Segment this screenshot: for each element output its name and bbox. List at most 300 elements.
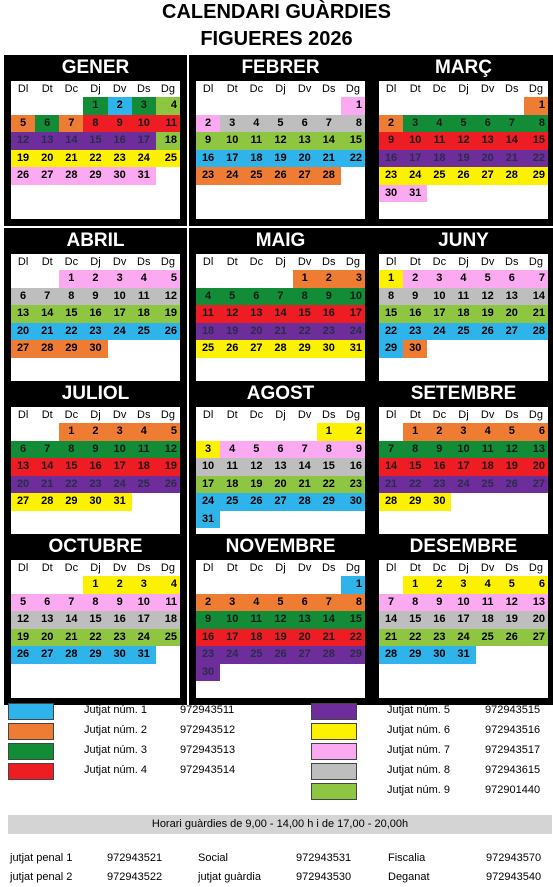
day-cell: 29 bbox=[293, 340, 317, 358]
day-cell: 30 bbox=[379, 185, 403, 203]
day-cell: 19 bbox=[11, 629, 35, 647]
weekday-label: Dl bbox=[202, 83, 214, 95]
day-cell: 10 bbox=[341, 288, 365, 306]
day-cell: 3 bbox=[132, 576, 156, 594]
legend-phone: 972943513 bbox=[180, 744, 236, 756]
empty-cell bbox=[35, 423, 59, 441]
day-cell: 8 bbox=[341, 115, 365, 133]
day-cell: 14 bbox=[524, 288, 548, 306]
day-cell: 29 bbox=[403, 493, 427, 511]
legend-swatch bbox=[8, 763, 54, 780]
day-cell: 28 bbox=[379, 493, 403, 511]
month-novembre bbox=[189, 534, 372, 705]
day-cell: 10 bbox=[108, 441, 132, 459]
day-cell: 14 bbox=[317, 132, 341, 150]
day-cell: 27 bbox=[476, 167, 500, 185]
month-name: ABRIL bbox=[4, 228, 187, 254]
day-cell: 8 bbox=[403, 594, 427, 612]
day-cell: 17 bbox=[451, 458, 475, 476]
weekday-label: Dc bbox=[64, 409, 79, 421]
empty-cell bbox=[196, 423, 220, 441]
day-cell: 8 bbox=[83, 594, 107, 612]
day-cell: 29 bbox=[83, 646, 107, 664]
day-cell: 1 bbox=[293, 270, 317, 288]
day-cell: 25 bbox=[132, 476, 156, 494]
weekday-label: Dv bbox=[480, 409, 495, 421]
month-desembre bbox=[372, 534, 553, 705]
day-cell: 23 bbox=[341, 476, 365, 494]
weekday-label: Dc bbox=[64, 562, 79, 574]
day-cell: 12 bbox=[476, 288, 500, 306]
weekday-label: Dc bbox=[432, 83, 447, 95]
weekday-header bbox=[196, 254, 365, 270]
weekday-label: Dv bbox=[112, 83, 127, 95]
empty-cell bbox=[427, 97, 451, 115]
day-cell: 18 bbox=[156, 611, 180, 629]
legend-phone: 972943511 bbox=[180, 704, 235, 716]
empty-cell bbox=[59, 576, 83, 594]
day-cell: 16 bbox=[341, 458, 365, 476]
day-cell: 2 bbox=[403, 270, 427, 288]
day-cell: 13 bbox=[11, 458, 35, 476]
day-cell: 7 bbox=[59, 115, 83, 133]
day-cell: 18 bbox=[132, 305, 156, 323]
day-cell: 11 bbox=[220, 458, 244, 476]
weekday-label: Dl bbox=[202, 256, 214, 268]
weekday-label: Ds bbox=[322, 256, 336, 268]
empty-cell bbox=[11, 270, 35, 288]
day-cell: 17 bbox=[427, 305, 451, 323]
weekday-label: Dt bbox=[409, 409, 421, 421]
day-cell: 26 bbox=[11, 646, 35, 664]
day-cell: 30 bbox=[108, 167, 132, 185]
day-cell: 13 bbox=[524, 441, 548, 459]
day-cell: 12 bbox=[11, 611, 35, 629]
weekday-header bbox=[11, 81, 180, 97]
legend-phone: 972943516 bbox=[485, 724, 541, 736]
day-cell: 8 bbox=[293, 288, 317, 306]
day-cell: 5 bbox=[500, 423, 524, 441]
weekday-label: Dl bbox=[385, 83, 397, 95]
day-cell: 14 bbox=[59, 132, 83, 150]
day-cell: 13 bbox=[500, 288, 524, 306]
day-cell: 28 bbox=[317, 167, 341, 185]
day-cell: 12 bbox=[268, 611, 292, 629]
day-cell: 13 bbox=[35, 611, 59, 629]
day-cell: 2 bbox=[108, 97, 132, 115]
empty-cell bbox=[35, 270, 59, 288]
day-cell: 3 bbox=[108, 270, 132, 288]
day-cell: 17 bbox=[108, 458, 132, 476]
day-cell: 22 bbox=[59, 323, 83, 341]
weekday-label: Ds bbox=[322, 409, 336, 421]
empty-cell bbox=[379, 97, 403, 115]
day-cell: 24 bbox=[196, 493, 220, 511]
day-cell: 21 bbox=[59, 150, 83, 168]
day-cell: 15 bbox=[317, 458, 341, 476]
day-cell: 16 bbox=[83, 458, 107, 476]
legend-phone: 972943515 bbox=[485, 704, 541, 716]
empty-cell bbox=[220, 270, 244, 288]
legend-swatch bbox=[8, 723, 54, 740]
day-cell: 6 bbox=[244, 288, 268, 306]
day-grid bbox=[11, 270, 180, 358]
day-grid bbox=[196, 97, 365, 185]
day-cell: 17 bbox=[196, 476, 220, 494]
day-cell: 16 bbox=[196, 150, 220, 168]
day-cell: 15 bbox=[403, 611, 427, 629]
contact-label: jutjat guàrdia bbox=[198, 871, 261, 883]
day-cell: 30 bbox=[108, 646, 132, 664]
day-cell: 21 bbox=[317, 629, 341, 647]
weekday-label: Dl bbox=[202, 409, 214, 421]
day-cell: 19 bbox=[268, 150, 292, 168]
day-cell: 12 bbox=[156, 441, 180, 459]
empty-cell bbox=[220, 576, 244, 594]
weekday-label: Dj bbox=[458, 256, 469, 268]
weekday-label: Dv bbox=[297, 409, 312, 421]
day-cell: 16 bbox=[83, 305, 107, 323]
month-març bbox=[372, 55, 553, 226]
day-cell: 10 bbox=[427, 288, 451, 306]
weekday-label: Dt bbox=[41, 409, 53, 421]
day-cell: 17 bbox=[132, 611, 156, 629]
day-cell: 10 bbox=[108, 288, 132, 306]
legend-label: Jutjat núm. 5 bbox=[387, 704, 450, 716]
day-cell: 5 bbox=[11, 115, 35, 133]
empty-cell bbox=[220, 423, 244, 441]
weekday-label: Dg bbox=[160, 83, 175, 95]
legend-swatch bbox=[8, 703, 54, 720]
month-abril bbox=[4, 228, 187, 399]
contact-label: Fiscalia bbox=[388, 852, 426, 864]
day-cell: 26 bbox=[500, 629, 524, 647]
empty-cell bbox=[244, 576, 268, 594]
day-cell: 4 bbox=[220, 441, 244, 459]
day-cell: 14 bbox=[59, 611, 83, 629]
day-cell: 13 bbox=[11, 305, 35, 323]
day-cell: 10 bbox=[451, 594, 475, 612]
day-cell: 5 bbox=[156, 270, 180, 288]
day-grid bbox=[196, 270, 365, 358]
day-cell: 27 bbox=[500, 323, 524, 341]
day-cell: 6 bbox=[500, 270, 524, 288]
empty-cell bbox=[293, 576, 317, 594]
legend-label: Jutjat núm. 8 bbox=[387, 764, 450, 776]
day-cell: 7 bbox=[268, 288, 292, 306]
day-cell: 3 bbox=[427, 270, 451, 288]
weekday-label: Dl bbox=[385, 562, 397, 574]
weekday-label: Dv bbox=[112, 256, 127, 268]
weekday-label: Dv bbox=[297, 256, 312, 268]
empty-cell bbox=[451, 97, 475, 115]
day-cell: 7 bbox=[317, 594, 341, 612]
day-cell: 24 bbox=[427, 323, 451, 341]
day-cell: 20 bbox=[268, 476, 292, 494]
day-cell: 23 bbox=[427, 476, 451, 494]
day-cell: 9 bbox=[196, 132, 220, 150]
month-name: JULIOL bbox=[4, 381, 187, 407]
day-cell: 15 bbox=[59, 458, 83, 476]
day-cell: 27 bbox=[524, 476, 548, 494]
day-cell: 22 bbox=[83, 629, 107, 647]
day-cell: 23 bbox=[427, 629, 451, 647]
day-cell: 22 bbox=[293, 323, 317, 341]
day-cell: 1 bbox=[341, 97, 365, 115]
day-cell: 23 bbox=[379, 167, 403, 185]
day-cell: 29 bbox=[403, 646, 427, 664]
day-cell: 28 bbox=[59, 167, 83, 185]
weekday-label: Dv bbox=[480, 256, 495, 268]
day-cell: 4 bbox=[132, 423, 156, 441]
day-cell: 23 bbox=[196, 167, 220, 185]
day-cell: 21 bbox=[293, 476, 317, 494]
day-cell: 26 bbox=[244, 493, 268, 511]
weekday-label: Dt bbox=[226, 83, 238, 95]
day-cell: 1 bbox=[403, 576, 427, 594]
weekday-label: Dt bbox=[41, 83, 53, 95]
day-cell: 29 bbox=[379, 340, 403, 358]
day-grid bbox=[379, 576, 548, 664]
day-cell: 9 bbox=[196, 611, 220, 629]
legend-phone: 972901440 bbox=[485, 784, 541, 796]
day-cell: 25 bbox=[132, 323, 156, 341]
weekday-header bbox=[196, 560, 365, 576]
weekday-label: Dj bbox=[90, 256, 101, 268]
day-grid bbox=[379, 270, 548, 358]
day-cell: 11 bbox=[476, 594, 500, 612]
day-cell: 2 bbox=[196, 594, 220, 612]
day-cell: 11 bbox=[132, 441, 156, 459]
weekday-label: Dl bbox=[17, 409, 29, 421]
month-gener bbox=[4, 55, 187, 226]
month-name: AGOST bbox=[189, 381, 372, 407]
day-cell: 22 bbox=[317, 476, 341, 494]
day-grid bbox=[11, 97, 180, 185]
day-cell: 17 bbox=[220, 629, 244, 647]
day-cell: 11 bbox=[451, 288, 475, 306]
day-cell: 12 bbox=[451, 132, 475, 150]
weekday-label: Ds bbox=[505, 256, 519, 268]
day-cell: 31 bbox=[132, 646, 156, 664]
legend-label: Jutjat núm. 9 bbox=[387, 784, 450, 796]
day-cell: 14 bbox=[35, 458, 59, 476]
empty-cell bbox=[403, 97, 427, 115]
month-name: DESEMBRE bbox=[372, 534, 553, 560]
month-agost bbox=[189, 381, 372, 552]
day-cell: 18 bbox=[220, 476, 244, 494]
day-cell: 20 bbox=[11, 323, 35, 341]
day-grid bbox=[196, 423, 365, 528]
day-cell: 4 bbox=[196, 288, 220, 306]
day-cell: 5 bbox=[268, 594, 292, 612]
day-cell: 30 bbox=[317, 340, 341, 358]
day-cell: 25 bbox=[476, 629, 500, 647]
day-cell: 23 bbox=[108, 629, 132, 647]
day-cell: 22 bbox=[379, 323, 403, 341]
day-cell: 27 bbox=[11, 340, 35, 358]
day-cell: 19 bbox=[500, 611, 524, 629]
weekday-label: Dj bbox=[275, 83, 286, 95]
day-cell: 3 bbox=[451, 576, 475, 594]
day-cell: 9 bbox=[108, 594, 132, 612]
day-cell: 3 bbox=[108, 423, 132, 441]
day-cell: 8 bbox=[83, 115, 107, 133]
day-cell: 15 bbox=[83, 611, 107, 629]
day-cell: 8 bbox=[341, 594, 365, 612]
legend-phone: 972943615 bbox=[485, 764, 541, 776]
day-cell: 28 bbox=[59, 646, 83, 664]
weekday-label: Dj bbox=[275, 562, 286, 574]
day-cell: 11 bbox=[156, 115, 180, 133]
day-cell: 6 bbox=[268, 441, 292, 459]
legend-swatch bbox=[311, 783, 357, 800]
day-cell: 16 bbox=[317, 305, 341, 323]
day-cell: 14 bbox=[317, 611, 341, 629]
day-cell: 18 bbox=[427, 150, 451, 168]
empty-cell bbox=[317, 97, 341, 115]
day-cell: 6 bbox=[293, 594, 317, 612]
weekday-header bbox=[379, 254, 548, 270]
day-cell: 28 bbox=[500, 167, 524, 185]
day-cell: 9 bbox=[83, 288, 107, 306]
weekday-label: Ds bbox=[137, 83, 151, 95]
day-cell: 4 bbox=[244, 594, 268, 612]
day-cell: 19 bbox=[156, 458, 180, 476]
day-cell: 10 bbox=[220, 132, 244, 150]
empty-cell bbox=[379, 423, 403, 441]
day-cell: 26 bbox=[156, 323, 180, 341]
legend-swatch bbox=[8, 743, 54, 760]
day-cell: 22 bbox=[59, 476, 83, 494]
day-cell: 15 bbox=[293, 305, 317, 323]
day-cell: 27 bbox=[524, 629, 548, 647]
day-cell: 17 bbox=[108, 305, 132, 323]
day-cell: 24 bbox=[341, 323, 365, 341]
day-cell: 5 bbox=[476, 270, 500, 288]
day-cell: 12 bbox=[220, 305, 244, 323]
day-cell: 3 bbox=[220, 115, 244, 133]
day-cell: 21 bbox=[59, 629, 83, 647]
day-cell: 24 bbox=[403, 167, 427, 185]
weekday-label: Ds bbox=[137, 256, 151, 268]
weekday-label: Dg bbox=[160, 562, 175, 574]
day-cell: 22 bbox=[403, 476, 427, 494]
month-febrer bbox=[189, 55, 372, 226]
day-cell: 2 bbox=[427, 423, 451, 441]
day-cell: 26 bbox=[11, 167, 35, 185]
day-cell: 20 bbox=[293, 150, 317, 168]
day-cell: 26 bbox=[451, 167, 475, 185]
day-cell: 30 bbox=[83, 340, 107, 358]
day-cell: 29 bbox=[524, 167, 548, 185]
day-cell: 18 bbox=[476, 458, 500, 476]
day-cell: 15 bbox=[379, 305, 403, 323]
hours-banner: Horari guàrdies de 9,00 - 14,00 h i de 17,00 - 20,00h bbox=[8, 815, 552, 834]
empty-cell bbox=[293, 423, 317, 441]
day-cell: 15 bbox=[59, 305, 83, 323]
day-cell: 5 bbox=[500, 576, 524, 594]
day-cell: 24 bbox=[132, 629, 156, 647]
day-cell: 18 bbox=[476, 611, 500, 629]
empty-cell bbox=[220, 97, 244, 115]
day-cell: 30 bbox=[427, 493, 451, 511]
legend-label: Jutjat núm. 6 bbox=[387, 724, 450, 736]
day-cell: 8 bbox=[59, 441, 83, 459]
empty-cell bbox=[11, 423, 35, 441]
day-cell: 14 bbox=[35, 305, 59, 323]
legend-swatch bbox=[311, 703, 357, 720]
day-cell: 4 bbox=[156, 97, 180, 115]
day-cell: 10 bbox=[132, 594, 156, 612]
day-cell: 3 bbox=[132, 97, 156, 115]
day-cell: 7 bbox=[379, 594, 403, 612]
weekday-header bbox=[11, 407, 180, 423]
day-cell: 8 bbox=[379, 288, 403, 306]
weekday-header bbox=[196, 81, 365, 97]
day-cell: 8 bbox=[59, 288, 83, 306]
weekday-label: Dv bbox=[480, 83, 495, 95]
weekday-header bbox=[379, 81, 548, 97]
empty-cell bbox=[268, 423, 292, 441]
weekday-label: Dt bbox=[41, 256, 53, 268]
day-cell: 11 bbox=[476, 441, 500, 459]
weekday-label: Ds bbox=[505, 409, 519, 421]
day-cell: 1 bbox=[379, 270, 403, 288]
weekday-label: Dc bbox=[249, 562, 264, 574]
legend-label: Jutjat núm. 1 bbox=[84, 704, 147, 716]
day-cell: 19 bbox=[220, 323, 244, 341]
contact-phone: 972943530 bbox=[296, 871, 352, 883]
day-cell: 31 bbox=[341, 340, 365, 358]
weekday-label: Dc bbox=[64, 256, 79, 268]
weekday-label: Dl bbox=[385, 256, 397, 268]
day-cell: 17 bbox=[341, 305, 365, 323]
weekday-label: Dc bbox=[432, 409, 447, 421]
weekday-label: Dv bbox=[297, 562, 312, 574]
weekday-label: Dg bbox=[345, 409, 360, 421]
day-cell: 28 bbox=[268, 340, 292, 358]
day-cell: 7 bbox=[524, 270, 548, 288]
weekday-label: Dg bbox=[160, 409, 175, 421]
day-cell: 18 bbox=[156, 132, 180, 150]
day-cell: 25 bbox=[156, 629, 180, 647]
day-cell: 28 bbox=[293, 493, 317, 511]
day-cell: 11 bbox=[244, 611, 268, 629]
day-cell: 17 bbox=[403, 150, 427, 168]
day-cell: 19 bbox=[244, 476, 268, 494]
day-cell: 9 bbox=[427, 441, 451, 459]
empty-cell bbox=[500, 97, 524, 115]
day-cell: 21 bbox=[268, 323, 292, 341]
day-cell: 26 bbox=[476, 323, 500, 341]
empty-cell bbox=[35, 576, 59, 594]
day-cell: 7 bbox=[379, 441, 403, 459]
day-cell: 24 bbox=[451, 629, 475, 647]
day-cell: 3 bbox=[403, 115, 427, 133]
day-cell: 9 bbox=[317, 288, 341, 306]
weekday-label: Ds bbox=[322, 83, 336, 95]
day-cell: 9 bbox=[341, 441, 365, 459]
day-cell: 11 bbox=[132, 288, 156, 306]
day-grid bbox=[379, 97, 548, 202]
weekday-label: Dt bbox=[409, 562, 421, 574]
day-cell: 29 bbox=[59, 493, 83, 511]
day-cell: 5 bbox=[244, 441, 268, 459]
day-cell: 10 bbox=[132, 115, 156, 133]
day-cell: 22 bbox=[341, 150, 365, 168]
day-cell: 4 bbox=[156, 576, 180, 594]
